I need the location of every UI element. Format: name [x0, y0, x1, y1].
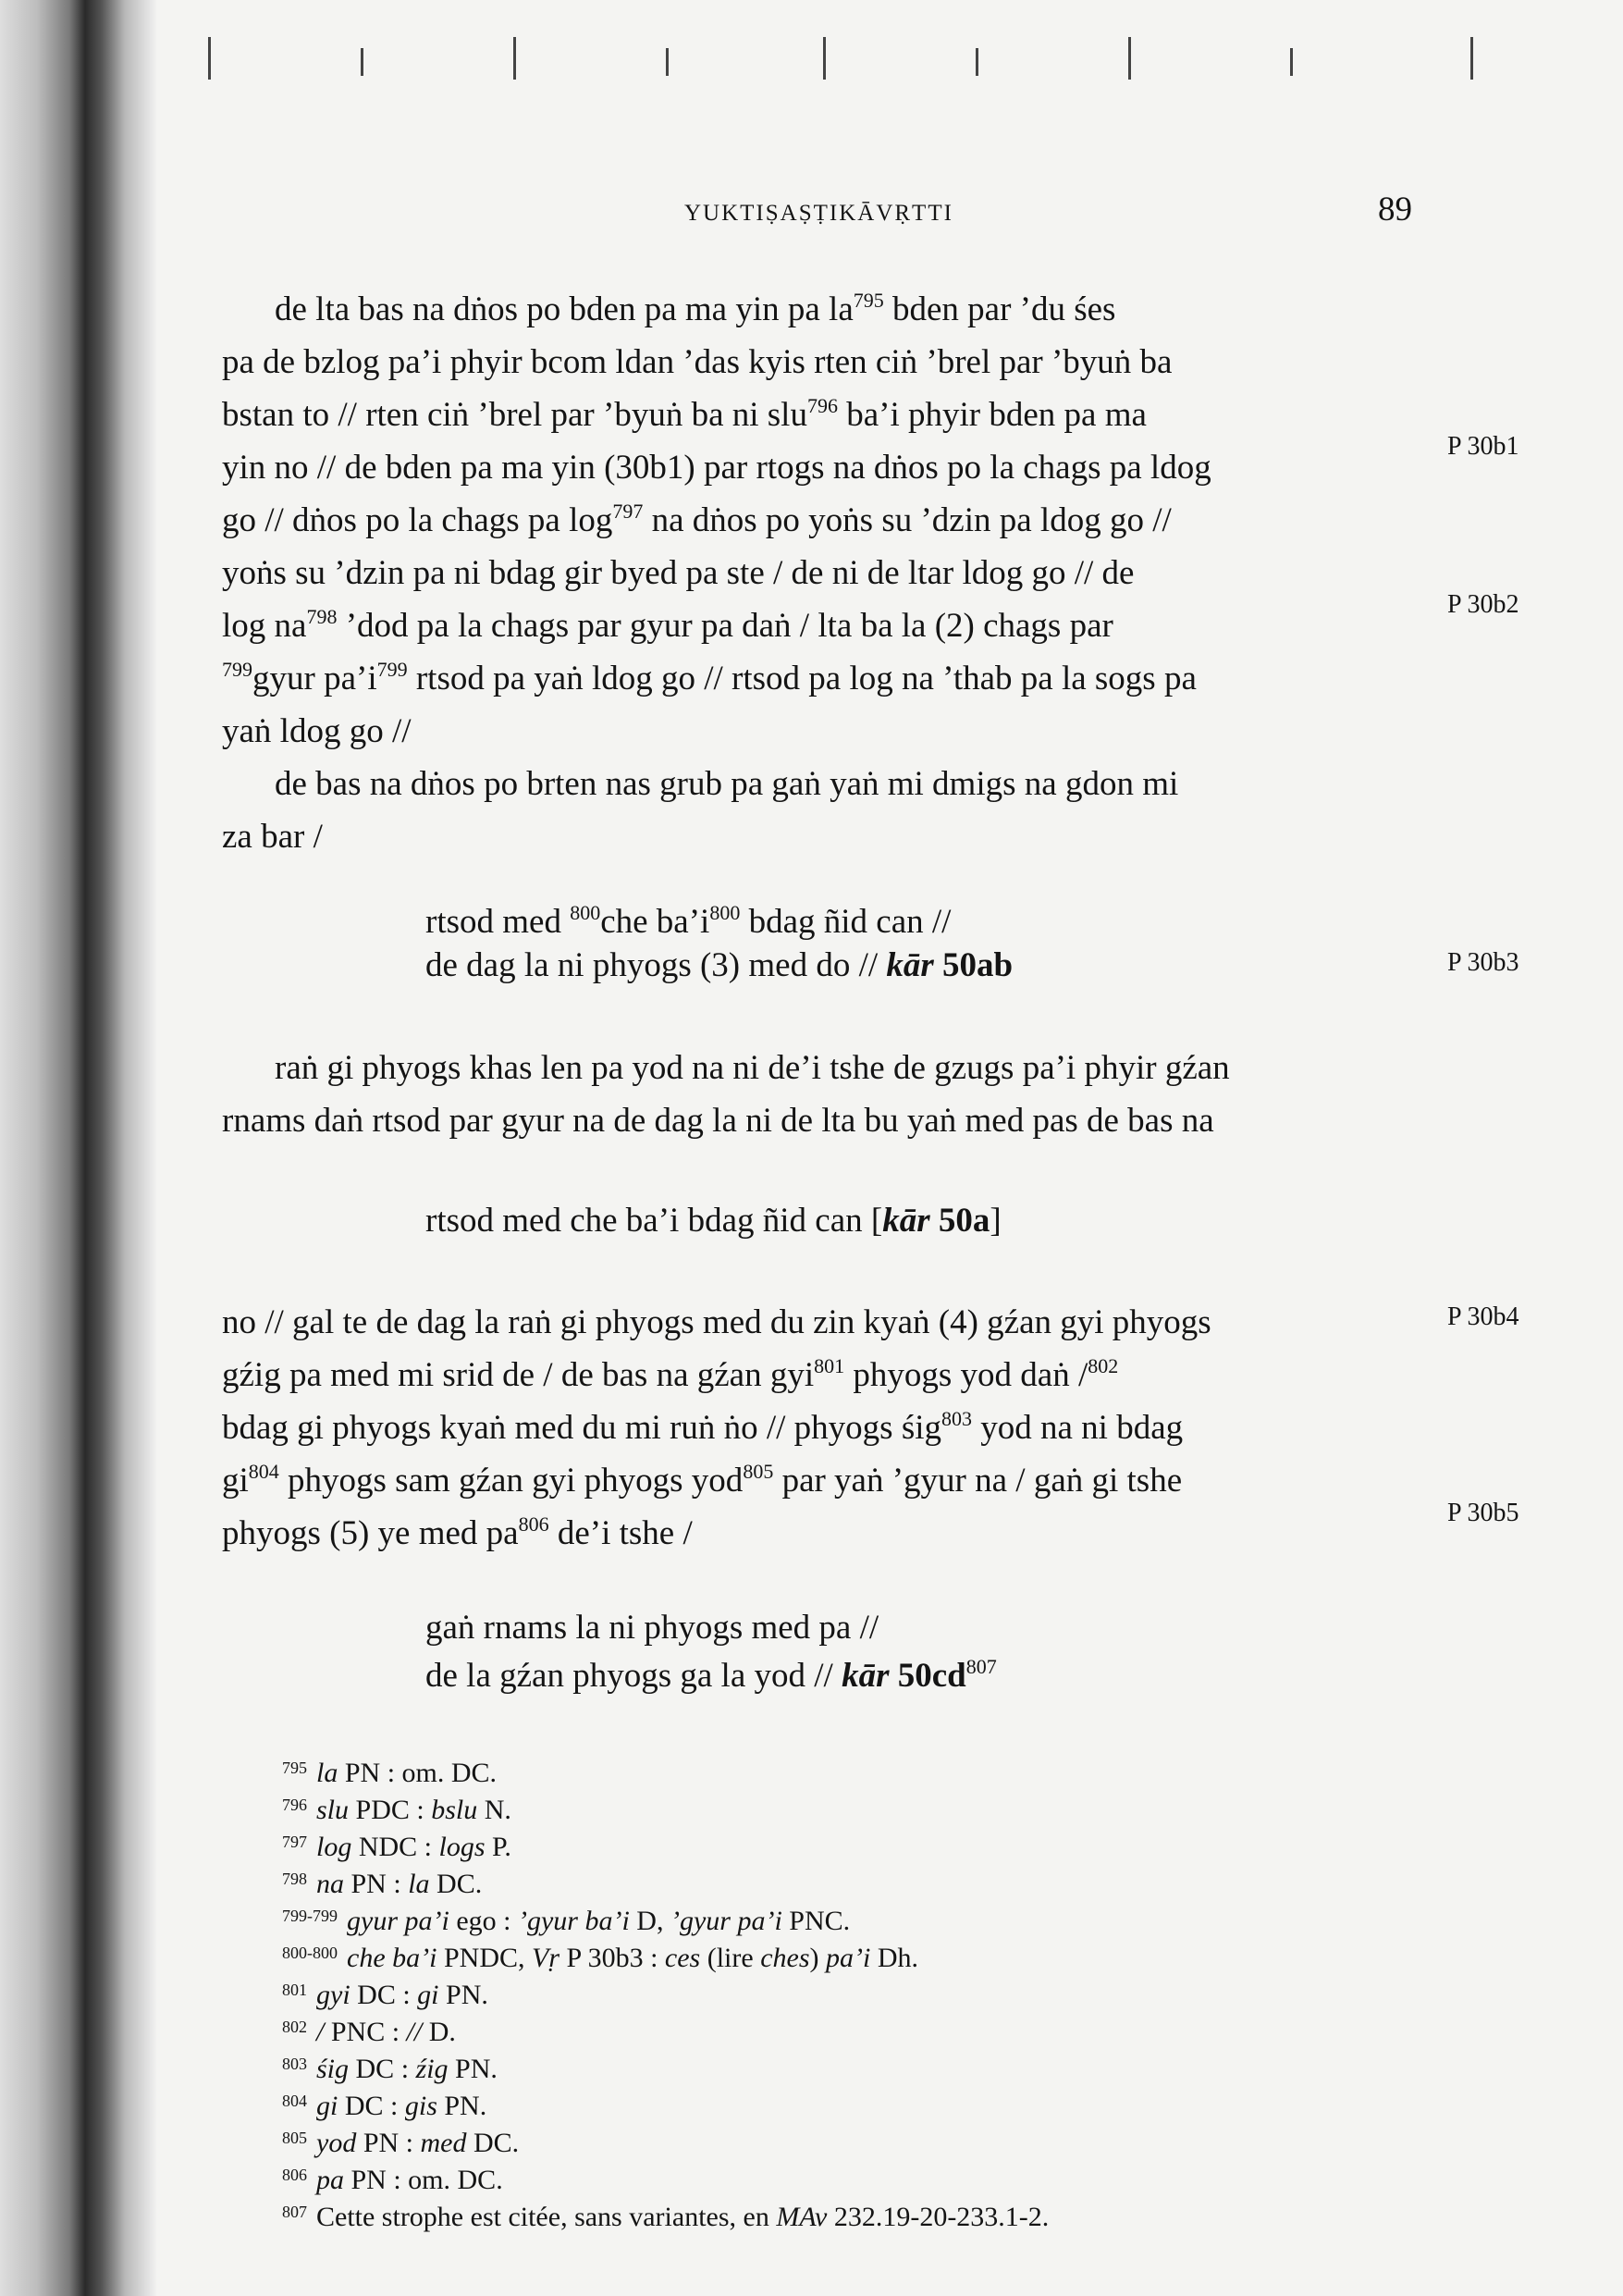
- text-line: rnams daṅ rtsod par gyur na de dag la ni de lta bu yaṅ med pas de bas na: [222, 1102, 1214, 1140]
- footnote: $^{806}$ pa PN : om. DC.: [282, 2165, 503, 2195]
- footnote: $^{795}$ la PN : om. DC.: [282, 1758, 498, 1788]
- footnote: $^{796}$ slu PDC : bslu N.: [282, 1795, 511, 1825]
- verse-line: de dag la ni phyogs (3) med do // kār 50ab: [425, 946, 1014, 984]
- footnote: $^{803}$ śig DC : źig PN.: [282, 2054, 498, 2084]
- text-line: phyogs (5) ye med $pa^{806}$ de’i tshe /: [222, 1512, 693, 1552]
- scan-edge-marks: [157, 0, 1623, 83]
- footnote: $^{800-800}$ che ba’i PNDC, Vṛ P 30b3 : ces (lire ches) pa’i Dh.: [282, 1943, 918, 1973]
- margin-reference: P 30b4: [1447, 1302, 1519, 1331]
- book-binding-shadow: [0, 0, 157, 2296]
- margin-reference: P 30b5: [1447, 1499, 1519, 1527]
- running-head: YUKTIṢAṢṬIKĀVṚTTI: [684, 201, 953, 226]
- text-line: yin no // de bden pa ma yin (30b1) par rtogs na dṅos po la chags pa ldog: [222, 449, 1211, 487]
- text-line: raṅ gi phyogs khas len pa yod na ni de’i tshe de gzugs pa’i phyir gźan: [275, 1049, 1230, 1087]
- text-line: bstan to // rten ciṅ ’brel par ’byuṅ ba ni slu$^{796}$ ba’i phyir bden pa ma: [222, 394, 1147, 434]
- page-header: [0, 190, 1623, 245]
- footnote: $^{801}$ gyi DC : gi PN.: [282, 1980, 488, 2010]
- footnote: $^{807}$ Cette strophe est citée, sans variantes, en MAv 232.19-20-233.1-2.: [282, 2202, 1050, 2232]
- text-line: no // gal te de dag la raṅ gi phyogs med du zin kyaṅ (4) gźan gyi phyogs: [222, 1303, 1211, 1341]
- margin-reference: P 30b2: [1447, 590, 1519, 619]
- text-line: $\log na^{798}$ ’dod pa la chags par gyur pa daṅ / lta ba la (2) chags par: [222, 605, 1113, 645]
- text-line: bdag gi phyogs kyaṅ med du mi ruṅ ṅo // phyogs śig$^{803}$ yod na ni bdag: [222, 1407, 1184, 1447]
- text-line: pa de bzlog pa’i phyir bcom ldan ’das kyis rten ciṅ ’brel par ’byuṅ ba: [222, 343, 1173, 381]
- verse-line: rtsod med $^{800}$che $ba’i^{800}$ bdag ñid can //: [425, 901, 952, 941]
- margin-reference: P 30b1: [1447, 432, 1519, 461]
- verse-line: de la gźan phyogs ga la yod // kār $50cd^{807}$: [425, 1655, 997, 1695]
- margin-reference: P 30b3: [1447, 948, 1519, 977]
- text-line: yoṅs su ’dzin pa ni bdag gir byed pa ste / de ni de ltar ldog go // de: [222, 554, 1135, 592]
- footnote: $^{804}$ gi DC : gis PN.: [282, 2091, 487, 2121]
- footnote: $^{799-799}$ gyur pa’i ego : ’gyur ba’i D, ’gyur pa’i PNC.: [282, 1906, 851, 1936]
- text-line: $^{799}$gyur $pa’i^{799}$ rtsod pa yaṅ ldog go // rtsod pa log na ’thab pa la sogs pa: [222, 658, 1197, 697]
- text-line: go // dṅos po la chags pa $\log^{797}$ na dṅos po yoṅs su ’dzin pa ldog go //: [222, 500, 1172, 539]
- text-line: $gi^{804}$ phyogs sam gźan gyi phyogs yod$^{805}$ par yaṅ ’gyur na / gaṅ gi tshe: [222, 1460, 1183, 1500]
- text-line: gźig pa med mi srid de / de bas na gźan gyi$^{801}$ phyogs yod daṅ /$^{802}$: [222, 1354, 1119, 1394]
- page-number: 89: [1378, 191, 1412, 228]
- verse-line: rtsod med che ba’i bdag ñid can [kār 50a]: [425, 1202, 1002, 1240]
- footnote: $^{797}$ log NDC : logs P.: [282, 1832, 511, 1862]
- text-line: za bar /: [222, 818, 323, 856]
- footnote: $^{798}$ na PN : la DC.: [282, 1869, 483, 1899]
- verse-line: gaṅ rnams la ni phyogs med pa //: [425, 1609, 879, 1647]
- text-line: de bas na dṅos po brten nas grub pa gaṅ yaṅ mi dmigs na gdon mi: [275, 765, 1179, 803]
- text-line: de lta bas na dṅos po bden pa ma yin pa $la^{795}$ bden par ’du śes: [275, 289, 1116, 328]
- footnote: $^{805}$ yod PN : med DC.: [282, 2128, 520, 2158]
- text-line: yaṅ ldog go //: [222, 712, 412, 750]
- footnote: $^{802}$ / PNC : // D.: [282, 2017, 456, 2047]
